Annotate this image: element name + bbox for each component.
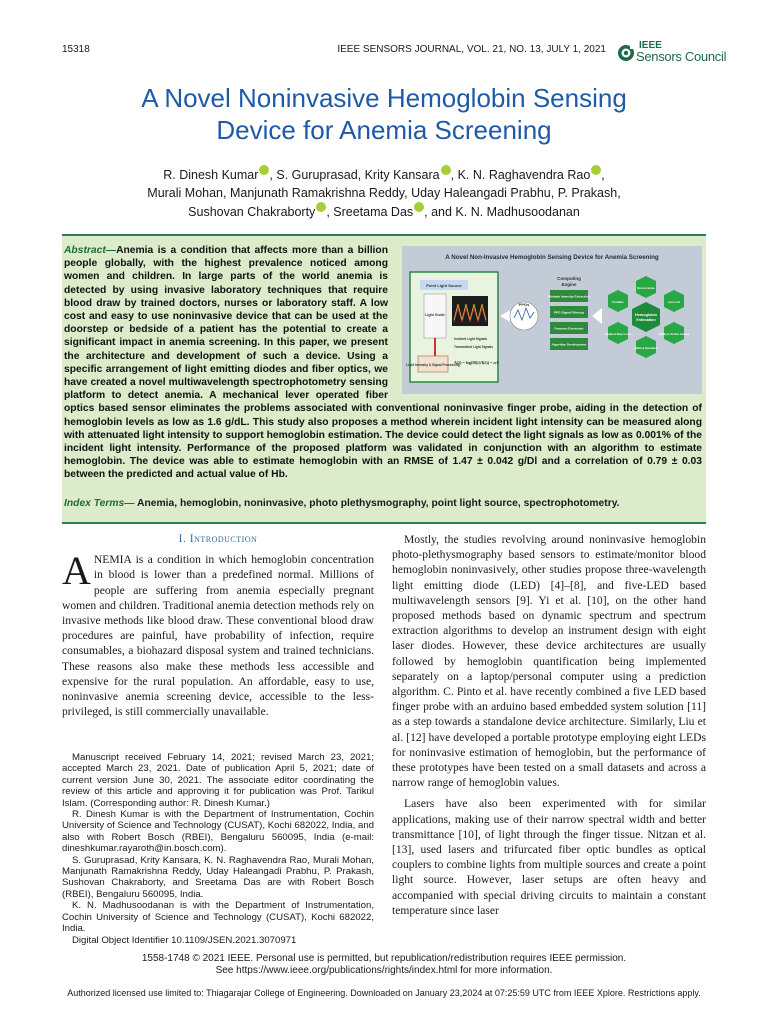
computing-engine-label-2: Engine — [561, 282, 577, 287]
abstract-label: Abstract— — [64, 245, 117, 256]
author-name: R. Dinesh Kumar — [163, 168, 259, 182]
author-line-2: Murali Mohan, Manjunath Ramakrishna Reddy, Uday Haleangadi Prabhu, P. Prakash, — [147, 186, 621, 200]
orcid-icon[interactable] — [414, 202, 424, 212]
journal-header: IEEE SENSORS JOURNAL, VOL. 21, NO. 13, JULY 1, 2021 — [337, 44, 606, 55]
footnote-doi: Digital Object Identifier 10.1109/JSEN.2021.3070971 — [72, 934, 297, 946]
sensors-council-emblem-icon — [618, 42, 636, 64]
intro-paragraph-text: NEMIA is a condition in which hemoglobin concentration in blood is lower than a predefined normal. Millions of people are suffering from anemia especially pregnant women and children. Traditional anemia detection methods rely on invasive methods like blood draw. These conventional blood draw procedures are painful, have probability of infection, require consumables, a biohazard disposal system and trained technicians. These reasons also make these methods less accessible and expensive for the rural population. An affordable, easy to use, noninvasive anemia screening device, accessible to the less-privileged, is still commercially unavailable. — [62, 553, 374, 719]
rights-link-line[interactable]: See https://www.ieee.org/publications/rights/index.html for more information. — [215, 965, 553, 976]
abstract-box — [62, 234, 706, 522]
process-step: Multiple Intensity Extraction — [548, 294, 590, 299]
transmitted-signal-label: Transmitted Light Signals — [454, 345, 493, 349]
abstract-bottom-rule — [62, 522, 706, 524]
footnote-affiliation: R. Dinesh Kumar is with the Department of Instrumentation, Cochin University of Science and Technology (CUSAT), Kochi 682022, India, and also with Robert Bosch (RBEI), Bengaluru 560095, India (e-mail: dineshkumar.rayaroth@in.bosch.com). — [62, 809, 374, 855]
point-light-source-label: Point Light Source — [426, 283, 462, 288]
body-paragraph: Mostly, the studies revolving around noninvasive hemoglobin photo-plethysmography based sensors to estimate/monitor blood hemoglobin noninvasively, other studies propose three-wavelength light emitting diode (LED) [4]–[8], and five-LED based multiwavelength sensors [9]. Yi et al. [10], on the other hand proposed methods based on dynamic spectrum and spectrum extraction algorithms to develop an instrument design with eight laser diodes. However, these device architectures are usually followed by hemoglobin quantification being implemented separately on a laptop/personal computer using a prediction algorithm. C. Pinto et al. have recently combined a five LED based finger probe with an arduino based embedded system solution [11] as a step towards a standalone device architecture. Similarly, Liu et al. [12] have developed a portable prototype employing eight LEDs for noninvasive estimation of hemoglobin, but the performance of these prototypes have been tested on a small datasets and across a narrow range of hemoglobin values. — [392, 533, 706, 790]
title-line-1: A Novel Noninvasive Hemoglobin Sensing — [141, 83, 627, 113]
section-number: I. — [178, 533, 187, 545]
author-name: , and K. N. Madhusoodanan — [424, 205, 580, 219]
abstract — [64, 244, 702, 482]
author-name: , Sreetama Das — [326, 205, 414, 219]
author-separator: , — [601, 168, 605, 182]
footnote-affiliation: K. N. Madhusoodanan is with the Department of Instrumentation, Cochin University of Science and Technology (CUSAT), Kochi 682022, India. — [62, 900, 374, 935]
title-line-2: Device for Anemia Screening — [216, 115, 552, 145]
page-number: 15318 — [62, 44, 90, 55]
license-footer: Authorized licensed use limited to: Thiagarajar College of Engineering. Downloaded on January 23,2024 at 07:25:59 UTC from IEEE Xplore. Restrictions apply. — [67, 988, 701, 998]
copyright-notice — [62, 953, 706, 977]
index-terms-label: Index Terms— — [64, 498, 135, 509]
figure-title: A Novel Non-Invasive Hemoglobin Sensing Device for Anemia Screening — [445, 254, 659, 261]
hex-benefit: Battery Operated — [634, 346, 658, 350]
section-title: Introduction — [189, 533, 258, 545]
hex-benefit: Ability to Screen Anemia — [658, 333, 690, 336]
author-name: Sushovan Chakraborty — [188, 205, 316, 219]
beer-lambert-equation: A(λ) = log(I0(λ)/I(λ)) = εcl — [454, 360, 498, 365]
sensors-council-logo — [618, 40, 727, 66]
hex-benefit: Non-invasive — [637, 286, 655, 290]
intro-paragraph — [62, 548, 374, 719]
incident-signal-label: Incident Light Signals — [454, 337, 488, 341]
orcid-icon[interactable] — [259, 165, 269, 175]
hex-benefit: Low cost — [667, 300, 681, 304]
index-terms — [64, 498, 702, 509]
paper-title — [62, 82, 706, 146]
process-step: PPG Signal Filtering — [554, 310, 584, 315]
hex-center-text-2: Estimation — [636, 318, 656, 322]
author-line-1 — [62, 165, 706, 184]
ppg-label: PPGs — [518, 302, 530, 307]
index-terms-text: Anemia, hemoglobin, noninvasive, photo plethysmography, point light source, spectrophotometry. — [134, 498, 620, 509]
footnotes — [62, 752, 374, 946]
hex-benefit: Simple & Easy to use — [604, 333, 632, 336]
light-guide-label: Light Guide — [425, 313, 445, 317]
orcid-icon[interactable] — [441, 165, 451, 175]
hex-center-text-1: Hemoglobin — [635, 313, 657, 317]
body-paragraph: Lasers have also been experimented with for similar applications, making use of their narrow spectral width and better transmittance [10], of light through the finger tissue. Nitzan et al. [13], used lasers and trifurcated fiber optic bundles as optical couplers to combine lights from multiple sources and create a point light source. However, laser setups are often heavy and accompanied with special driving circuits to maintain a constant temperature since laser — [392, 797, 706, 917]
author-name: , S. Guruprasad, Krity Kansara — [269, 168, 440, 182]
drop-cap: A — [62, 548, 91, 594]
right-column — [392, 532, 706, 918]
orcid-icon[interactable] — [591, 165, 601, 175]
logo-ieee-text: IEEE — [639, 40, 662, 51]
hex-benefit: Portable — [612, 300, 624, 304]
process-step: Features Extraction — [554, 326, 584, 331]
footnote-manuscript: Manuscript received February 14, 2021; revised March 23, 2021; accepted March 23, 2021. Date of publication April 5, 2021; date of current version June 30, 2021. The associate editor coordinating the review of this article and approving it for publication was Prof. Tarikul Islam. (Corresponding author: R. Dinesh Kumar.) — [62, 752, 374, 809]
left-column — [62, 532, 374, 719]
author-list — [62, 165, 706, 221]
acquisition-label: Light Intensity & Signal Processing — [406, 363, 460, 367]
author-name: , K. N. Raghavendra Rao — [450, 168, 591, 182]
orcid-icon[interactable] — [316, 202, 326, 212]
process-step: Algorithm Development — [551, 342, 587, 347]
graphical-abstract-figure — [402, 246, 702, 394]
logo-council-text: Sensors Council — [636, 49, 727, 64]
footnote-affiliation: S. Guruprasad, Krity Kansara, K. N. Raghavendra Rao, Murali Mohan, Manjunath Ramakrishna Reddy, Uday Haleangadi Prabhu, P. Prakash, Sushovan Chakraborty, and Sreetama Das are with Robert Bosch (RBEI), Bengaluru 560095, India. — [62, 854, 374, 900]
copyright-line: 1558-1748 © 2021 IEEE. Personal use is permitted, but republication/redistribution requires IEEE permission. — [141, 953, 627, 964]
computing-engine-label-1: Computing — [557, 276, 581, 281]
author-line-3 — [62, 202, 706, 221]
abstract-text: Anemia is a condition that affects more than a billion people globally, with the highest prevalence noticed among women and children. In large parts of the world anemia is detected by using invasive laboratory techniques that require blood draw by trained doctors, nurses or laboratory staff. A low cost and easy to use noninvasive device that can be used at the doorstep or bedside of a patient has the potential to create a significant impact in anemia screening. In this paper, we present the architecture and development of such a device. Using a specific arrangement of light emitting diodes and fiber optics, we have created a novel multiwavelength spectrophotometry sensing platform to detect anemia. A mechanical lever operated fiber optics based sensor eliminates the problems associated with conventional noninvasive finger probe, aiding in the detection of hemoglobin levels as low as 1.6 g/dL. This study also proposes a method wherein incident light intensity can be measured along with attenuated light intensity to support hemoglobin estimation. The device could detect the light signals as low as 0.001% of the incident light intensity. Performance of the proposed platform was validated in conjunction with an algorithm to estimate hemoglobin. The device was able to estimate hemoglobin with an RMSE of 1.47 ± 0.042 g/Dl and a correlation of 0.79 ± 0.03 between the predicted and actual value of Hb. — [64, 245, 702, 481]
section-heading — [62, 532, 374, 547]
